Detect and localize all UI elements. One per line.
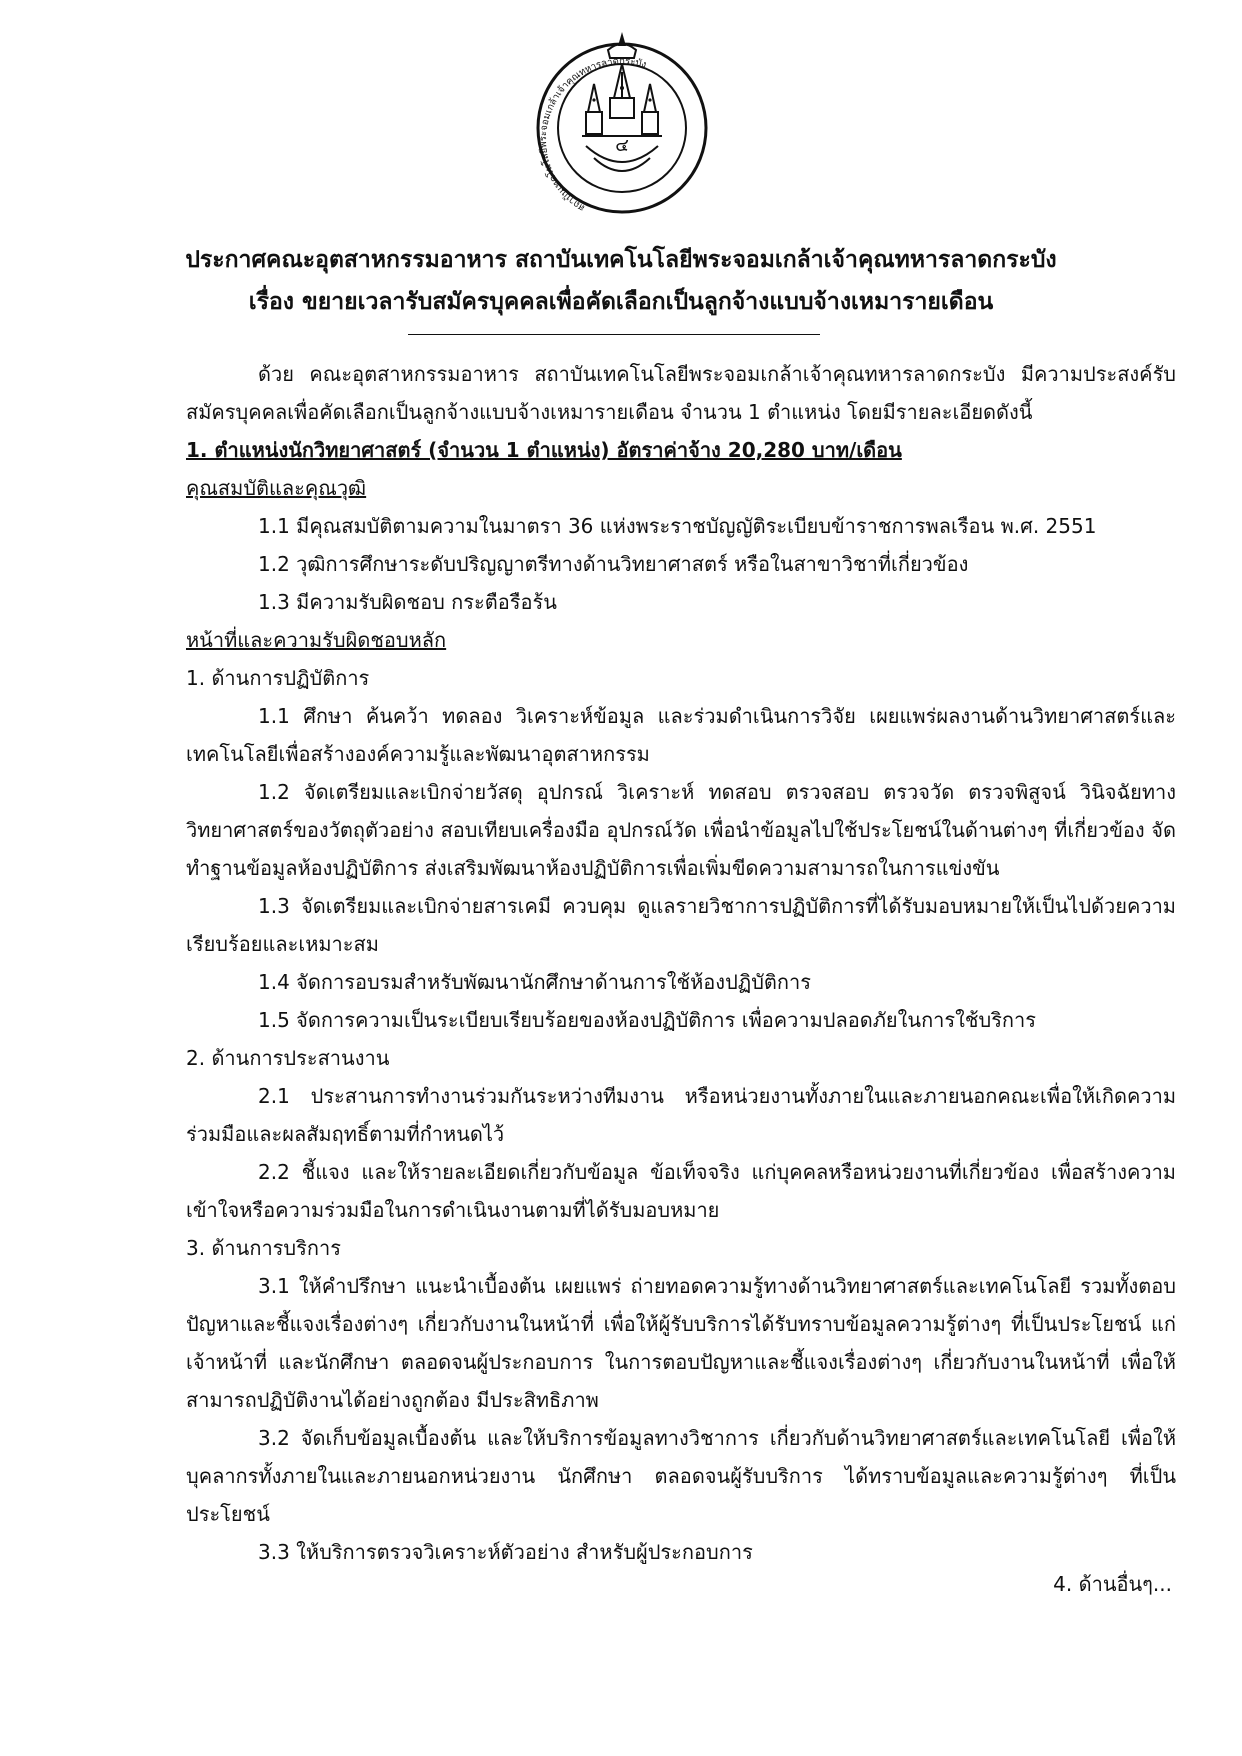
announcement-subject: เรื่อง ขยายเวลารับสมัครบุคคลเพื่อคัดเลือกเป็นลูกจ้างแบบจ้างเหมารายเดือน bbox=[248, 289, 994, 315]
duty-item: 1.1 ศึกษา ค้นคว้า ทดลอง วิเคราะห์ข้อมูล และร่วมดำเนินการวิจัย เผยแพร่ผลงานด้านวิทยาศาสตร์และเทคโนโลยีเพื่อสร้างองค์ความรู้และพัฒนาอุตสาหกรรม bbox=[186, 704, 1176, 766]
qualification-item: 1.1 มีคุณสมบัติตามความในมาตรา 36 แห่งพระราชบัญญัติระเบียบข้าราชการพลเรือน พ.ศ. 2551 bbox=[258, 514, 1097, 538]
document-body bbox=[186, 355, 1176, 1571]
duty-section-title: 2. ด้านการประสานงาน bbox=[186, 1046, 390, 1070]
duty-item: 2.1 ประสานการทำงานร่วมกันระหว่างทีมงาน หรือหน่วยงานทั้งภายในและภายนอกคณะเพื่อให้เกิดความร่วมมือและผลสัมฤทธิ์ตามที่กำหนดไว้ bbox=[186, 1084, 1176, 1146]
duty-item: 3.1 ให้คำปรึกษา แนะนำเบื้องต้น เผยแพร่ ถ่ายทอดความรู้ทางด้านวิทยาศาสตร์และเทคโนโลยี รวมทั้งตอบปัญหาและชี้แจงเรื่องต่างๆ เกี่ยวกับงานในหน้าที่ เพื่อให้ผู้รับบริการได้รับทราบข้อมูลความรู้ต่างๆ ที่เป็นประโยชน์ แก่ เจ้าหน้าที่ และนักศึกษา ตลอดจนผู้ประกอบการ ในการตอบปัญหาและชี้แจงเรื่องต่างๆ เกี่ยวกับงานในหน้าที่ เพื่อให้สามารถปฏิบัติงานได้อย่างถูกต้อง มีประสิทธิภาพ bbox=[186, 1274, 1176, 1412]
duty-item: 3.3 ให้บริการตรวจวิเคราะห์ตัวอย่าง สำหรับผู้ประกอบการ bbox=[258, 1540, 753, 1564]
seal-numeral: ๔ bbox=[615, 135, 629, 156]
seal-ring-text: สถาบันเทคโนโลยีพระจอมเกล้าเจ้าคุณทหารลาดกระบัง bbox=[538, 55, 648, 214]
duty-section-title: 1. ด้านการปฏิบัติการ bbox=[186, 666, 370, 690]
intro-paragraph: ด้วย คณะอุตสาหกรรมอาหาร สถาบันเทคโนโลยีพระจอมเกล้าเจ้าคุณทหารลาดกระบัง มีความประสงค์รับสมัครบุคคลเพื่อคัดเลือกเป็นลูกจ้างแบบจ้างเหมารายเดือน จำนวน 1 ตำแหน่ง โดยมีรายละเอียดดังนี้ bbox=[186, 362, 1176, 424]
institute-seal bbox=[536, 28, 708, 216]
duty-section-title: 3. ด้านการบริการ bbox=[186, 1236, 341, 1260]
position-heading-text: 1. ตำแหน่งนักวิทยาศาสตร์ (จำนวน 1 ตำแหน่ง) อัตราค่าจ้าง 20,280 บาท/เดือน bbox=[186, 438, 902, 462]
duty-item: 1.4 จัดการอบรมสำหรับพัฒนานักศึกษาด้านการใช้ห้องปฏิบัติการ bbox=[258, 970, 811, 994]
duties-heading: หน้าที่และความรับผิดชอบหลัก bbox=[186, 628, 447, 652]
qualification-item: 1.2 วุฒิการศึกษาระดับปริญญาตรีทางด้านวิทยาศาสตร์ หรือในสาขาวิชาที่เกี่ยวข้อง bbox=[258, 552, 969, 576]
duty-item: 3.2 จัดเก็บข้อมูลเบื้องต้น และให้บริการข้อมูลทางวิชาการ เกี่ยวกับด้านวิทยาศาสตร์และเทคโนโลยี เพื่อให้บุคลากรทั้งภายในและภายนอกหน่วยงาน นักศึกษา ตลอดจนผู้รับบริการ ได้ทราบข้อมูลและความรู้ต่างๆ ที่เป็นประโยชน์ bbox=[186, 1426, 1176, 1526]
position-heading bbox=[186, 431, 1176, 469]
duty-item: 1.2 จัดเตรียมและเบิกจ่ายวัสดุ อุปกรณ์ วิเคราะห์ ทดสอบ ตรวจสอบ ตรวจวัด ตรวจพิสูจน์ วินิจฉัยทางวิทยาศาสตร์ของวัตถุตัวอย่าง สอบเทียบเครื่องมือ อุปกรณ์วัด เพื่อนำข้อมูลไปใช้ประโยชน์ในด้านต่างๆ ที่เกี่ยวข้อง จัดทำฐานข้อมูลห้องปฏิบัติการ ส่งเสริมพัฒนาห้องปฏิบัติการเพื่อเพิ่มขีดความสามารถในการแข่งขัน bbox=[186, 780, 1176, 880]
duty-item: 1.3 จัดเตรียมและเบิกจ่ายสารเคมี ควบคุม ดูแลรายวิชาการปฏิบัติการที่ได้รับมอบหมายให้เป็นไปด้วยความเรียบร้อยและเหมาะสม bbox=[186, 894, 1176, 956]
title-divider bbox=[408, 334, 820, 335]
duty-item: 2.2 ชี้แจง และให้รายละเอียดเกี่ยวกับข้อมูล ข้อเท็จจริง แก่บุคคลหรือหน่วยงานที่เกี่ยวข้อง เพื่อสร้างความเข้าใจหรือความร่วมมือในการดำเนินงานตามที่ได้รับมอบหมาย bbox=[186, 1160, 1176, 1222]
announcement-title: ประกาศคณะอุตสาหกรรมอาหาร สถาบันเทคโนโลยีพระจอมเกล้าเจ้าคุณทหารลาดกระบัง bbox=[185, 247, 1057, 273]
qualification-item: 1.3 มีความรับผิดชอบ กระตือรือร้น bbox=[258, 590, 557, 614]
qualifications-heading: คุณสมบัติและคุณวุฒิ bbox=[186, 476, 367, 500]
page-continuation: 4. ด้านอื่นๆ... bbox=[1053, 1572, 1172, 1596]
duty-item: 1.5 จัดการความเป็นระเบียบเรียบร้อยของห้องปฏิบัติการ เพื่อความปลอดภัยในการใช้บริการ bbox=[258, 1008, 1037, 1032]
